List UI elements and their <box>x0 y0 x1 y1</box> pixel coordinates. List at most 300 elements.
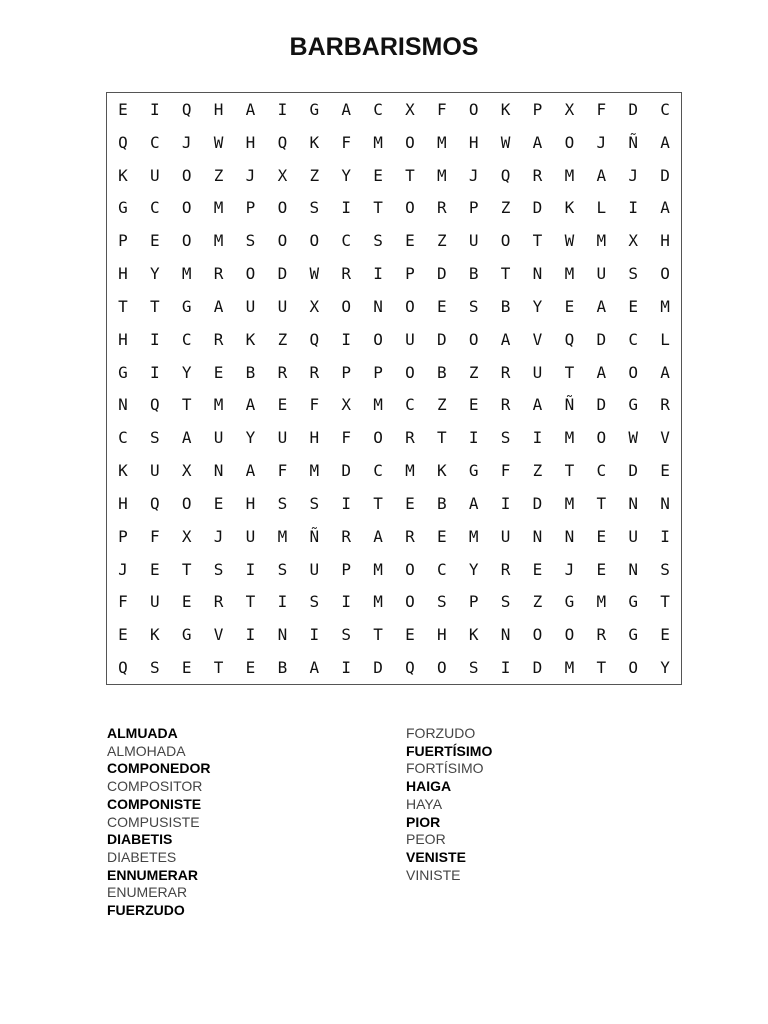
grid-cell[interactable]: O <box>309 231 320 251</box>
grid-cell[interactable]: D <box>532 658 543 678</box>
grid-cell[interactable]: E <box>564 296 575 316</box>
grid-cell[interactable]: P <box>468 592 479 612</box>
grid-cell[interactable]: K <box>437 461 447 481</box>
grid-cell[interactable]: L <box>596 198 607 218</box>
grid-cell[interactable]: I <box>532 428 543 448</box>
grid-cell[interactable]: U <box>628 526 638 546</box>
grid-cell[interactable]: O <box>437 658 447 678</box>
grid-cell[interactable]: S <box>500 592 511 612</box>
grid-cell[interactable]: Z <box>437 231 447 251</box>
grid-cell[interactable]: F <box>118 592 128 612</box>
grid-cell[interactable]: K <box>564 198 575 218</box>
grid-cell[interactable]: Q <box>150 493 160 513</box>
grid-cell[interactable]: C <box>596 461 607 481</box>
grid-cell[interactable]: F <box>437 99 447 119</box>
grid-cell[interactable]: E <box>118 99 128 119</box>
grid-cell[interactable]: X <box>405 99 415 119</box>
grid-cell[interactable]: G <box>628 592 638 612</box>
grid-cell[interactable]: D <box>660 165 670 185</box>
grid-cell[interactable]: T <box>437 428 447 448</box>
grid-cell[interactable]: M <box>277 526 288 546</box>
grid-cell[interactable]: K <box>500 99 511 119</box>
grid-cell[interactable]: N <box>500 625 511 645</box>
grid-cell[interactable]: C <box>660 99 670 119</box>
grid-cell[interactable]: H <box>245 132 256 152</box>
grid-cell[interactable]: X <box>628 231 638 251</box>
grid-cell[interactable]: H <box>245 493 256 513</box>
grid-cell[interactable]: E <box>405 625 415 645</box>
grid-cell[interactable]: O <box>405 296 415 316</box>
grid-cell[interactable]: Y <box>245 428 256 448</box>
grid-cell[interactable]: Z <box>277 329 288 349</box>
grid-cell[interactable]: I <box>309 625 320 645</box>
grid-cell[interactable]: G <box>181 296 192 316</box>
grid-cell[interactable]: N <box>373 296 383 316</box>
grid-cell[interactable]: W <box>628 428 638 448</box>
grid-cell[interactable]: N <box>628 559 638 579</box>
grid-cell[interactable]: I <box>341 493 351 513</box>
grid-cell[interactable]: A <box>532 132 543 152</box>
grid-cell[interactable]: O <box>405 132 415 152</box>
grid-cell[interactable]: U <box>468 231 479 251</box>
grid-cell[interactable]: Q <box>405 658 415 678</box>
grid-cell[interactable]: R <box>500 559 511 579</box>
grid-cell[interactable]: O <box>660 264 670 284</box>
grid-cell[interactable]: T <box>181 395 192 415</box>
grid-cell[interactable]: U <box>150 592 160 612</box>
grid-cell[interactable]: S <box>468 296 479 316</box>
grid-cell[interactable]: D <box>532 493 543 513</box>
grid-cell[interactable]: Y <box>468 559 479 579</box>
grid-cell[interactable]: Y <box>341 165 351 185</box>
grid-cell[interactable]: P <box>468 198 479 218</box>
grid-cell[interactable]: M <box>213 395 224 415</box>
grid-cell[interactable]: S <box>309 592 320 612</box>
grid-cell[interactable]: E <box>596 526 607 546</box>
grid-cell[interactable]: A <box>468 493 479 513</box>
grid-cell[interactable]: H <box>213 99 224 119</box>
grid-cell[interactable]: U <box>150 165 160 185</box>
grid-cell[interactable]: P <box>118 526 128 546</box>
grid-cell[interactable]: G <box>118 362 128 382</box>
grid-cell[interactable]: A <box>660 198 670 218</box>
grid-cell[interactable]: G <box>628 625 638 645</box>
grid-cell[interactable]: A <box>532 395 543 415</box>
grid-cell[interactable]: A <box>500 329 511 349</box>
grid-cell[interactable]: R <box>277 362 288 382</box>
grid-cell[interactable]: B <box>277 658 288 678</box>
grid-cell[interactable]: B <box>468 264 479 284</box>
grid-cell[interactable]: P <box>118 231 128 251</box>
grid-cell[interactable]: J <box>181 132 192 152</box>
grid-cell[interactable]: H <box>118 329 128 349</box>
grid-cell[interactable]: U <box>277 428 288 448</box>
grid-cell[interactable]: A <box>245 395 256 415</box>
grid-cell[interactable]: J <box>468 165 479 185</box>
grid-cell[interactable]: O <box>596 428 607 448</box>
grid-cell[interactable]: A <box>660 132 670 152</box>
grid-cell[interactable]: B <box>500 296 511 316</box>
grid-cell[interactable]: D <box>341 461 351 481</box>
grid-cell[interactable]: S <box>277 559 288 579</box>
grid-cell[interactable]: I <box>373 264 383 284</box>
grid-cell[interactable]: U <box>596 264 607 284</box>
grid-cell[interactable]: O <box>500 231 511 251</box>
grid-cell[interactable]: R <box>532 165 543 185</box>
grid-cell[interactable]: D <box>277 264 288 284</box>
grid-cell[interactable]: J <box>213 526 224 546</box>
grid-cell[interactable]: Y <box>150 264 160 284</box>
grid-cell[interactable]: S <box>468 658 479 678</box>
grid-cell[interactable]: I <box>341 329 351 349</box>
grid-cell[interactable]: I <box>468 428 479 448</box>
grid-cell[interactable]: G <box>564 592 575 612</box>
grid-cell[interactable]: K <box>309 132 320 152</box>
grid-cell[interactable]: O <box>181 493 192 513</box>
grid-cell[interactable]: O <box>373 329 383 349</box>
grid-cell[interactable]: T <box>181 559 192 579</box>
grid-cell[interactable]: I <box>341 658 351 678</box>
grid-cell[interactable]: O <box>468 329 479 349</box>
grid-cell[interactable]: E <box>596 559 607 579</box>
grid-cell[interactable]: O <box>341 296 351 316</box>
grid-cell[interactable]: X <box>564 99 575 119</box>
grid-cell[interactable]: G <box>468 461 479 481</box>
grid-cell[interactable]: A <box>341 99 351 119</box>
grid-cell[interactable]: M <box>373 559 383 579</box>
grid-cell[interactable]: Z <box>309 165 320 185</box>
grid-cell[interactable]: I <box>277 99 288 119</box>
grid-cell[interactable]: N <box>628 493 638 513</box>
grid-cell[interactable]: O <box>245 264 256 284</box>
grid-cell[interactable]: S <box>309 198 320 218</box>
grid-cell[interactable]: O <box>628 362 638 382</box>
grid-cell[interactable]: K <box>118 165 128 185</box>
grid-cell[interactable]: J <box>596 132 607 152</box>
grid-cell[interactable]: K <box>150 625 160 645</box>
grid-cell[interactable]: I <box>341 198 351 218</box>
grid-cell[interactable]: K <box>118 461 128 481</box>
grid-cell[interactable]: A <box>245 99 256 119</box>
grid-cell[interactable]: Ñ <box>564 395 575 415</box>
grid-cell[interactable]: O <box>564 132 575 152</box>
grid-cell[interactable]: M <box>213 198 224 218</box>
grid-cell[interactable]: A <box>596 165 607 185</box>
grid-cell[interactable]: T <box>500 264 511 284</box>
grid-cell[interactable]: T <box>596 493 607 513</box>
grid-cell[interactable]: F <box>277 461 288 481</box>
grid-cell[interactable]: M <box>213 231 224 251</box>
grid-cell[interactable]: V <box>660 428 670 448</box>
grid-cell[interactable]: H <box>437 625 447 645</box>
grid-cell[interactable]: Q <box>181 99 192 119</box>
grid-cell[interactable]: M <box>564 493 575 513</box>
grid-cell[interactable]: X <box>341 395 351 415</box>
grid-cell[interactable]: V <box>213 625 224 645</box>
grid-cell[interactable]: H <box>468 132 479 152</box>
grid-cell[interactable]: Z <box>500 198 511 218</box>
grid-cell[interactable]: T <box>405 165 415 185</box>
grid-cell[interactable]: E <box>468 395 479 415</box>
grid-cell[interactable]: F <box>596 99 607 119</box>
grid-cell[interactable]: F <box>341 132 351 152</box>
grid-cell[interactable]: T <box>532 231 543 251</box>
grid-cell[interactable]: E <box>660 625 670 645</box>
grid-cell[interactable]: R <box>405 526 415 546</box>
grid-cell[interactable]: E <box>213 362 224 382</box>
grid-cell[interactable]: I <box>628 198 638 218</box>
grid-cell[interactable]: D <box>596 395 607 415</box>
grid-cell[interactable]: U <box>245 526 256 546</box>
grid-cell[interactable]: M <box>373 132 383 152</box>
grid-cell[interactable]: I <box>150 362 160 382</box>
grid-cell[interactable]: R <box>596 625 607 645</box>
grid-cell[interactable]: C <box>373 99 383 119</box>
grid-cell[interactable]: Q <box>150 395 160 415</box>
grid-cell[interactable]: H <box>309 428 320 448</box>
grid-cell[interactable]: F <box>341 428 351 448</box>
grid-cell[interactable]: O <box>405 362 415 382</box>
grid-cell[interactable]: P <box>373 362 383 382</box>
grid-cell[interactable]: W <box>564 231 575 251</box>
grid-cell[interactable]: R <box>309 362 320 382</box>
grid-cell[interactable]: K <box>245 329 256 349</box>
grid-cell[interactable]: X <box>309 296 320 316</box>
grid-cell[interactable]: O <box>564 625 575 645</box>
grid-cell[interactable]: E <box>532 559 543 579</box>
grid-cell[interactable]: Y <box>660 658 670 678</box>
grid-cell[interactable]: O <box>277 231 288 251</box>
grid-cell[interactable]: H <box>660 231 670 251</box>
grid-cell[interactable]: G <box>118 198 128 218</box>
grid-cell[interactable]: O <box>181 198 192 218</box>
grid-cell[interactable]: B <box>437 362 447 382</box>
grid-cell[interactable]: I <box>245 559 256 579</box>
grid-cell[interactable]: R <box>660 395 670 415</box>
grid-cell[interactable]: M <box>373 395 383 415</box>
grid-cell[interactable]: F <box>150 526 160 546</box>
grid-cell[interactable]: Q <box>500 165 511 185</box>
grid-cell[interactable]: M <box>596 231 607 251</box>
grid-cell[interactable]: D <box>628 461 638 481</box>
grid-cell[interactable]: M <box>373 592 383 612</box>
grid-cell[interactable]: R <box>500 395 511 415</box>
grid-cell[interactable]: X <box>277 165 288 185</box>
grid-cell[interactable]: O <box>181 231 192 251</box>
grid-cell[interactable]: M <box>596 592 607 612</box>
grid-cell[interactable]: Z <box>437 395 447 415</box>
grid-cell[interactable]: Q <box>118 132 128 152</box>
grid-cell[interactable]: C <box>437 559 447 579</box>
grid-cell[interactable]: O <box>405 198 415 218</box>
grid-cell[interactable]: I <box>150 329 160 349</box>
grid-cell[interactable]: R <box>341 526 351 546</box>
grid-cell[interactable]: J <box>564 559 575 579</box>
grid-cell[interactable]: U <box>245 296 256 316</box>
grid-cell[interactable]: A <box>213 296 224 316</box>
grid-cell[interactable]: M <box>564 165 575 185</box>
grid-cell[interactable]: N <box>213 461 224 481</box>
grid-cell[interactable]: M <box>309 461 320 481</box>
grid-cell[interactable]: U <box>150 461 160 481</box>
grid-cell[interactable]: O <box>277 198 288 218</box>
grid-cell[interactable]: W <box>309 264 320 284</box>
grid-cell[interactable]: M <box>564 428 575 448</box>
grid-cell[interactable]: R <box>405 428 415 448</box>
grid-cell[interactable]: A <box>309 658 320 678</box>
grid-cell[interactable]: T <box>596 658 607 678</box>
grid-cell[interactable]: Z <box>532 592 543 612</box>
grid-cell[interactable]: E <box>660 461 670 481</box>
grid-cell[interactable]: F <box>309 395 320 415</box>
grid-cell[interactable]: M <box>660 296 670 316</box>
grid-cell[interactable]: V <box>532 329 543 349</box>
grid-cell[interactable]: C <box>373 461 383 481</box>
grid-cell[interactable]: H <box>118 264 128 284</box>
grid-cell[interactable]: S <box>660 559 670 579</box>
grid-cell[interactable]: Ñ <box>309 526 320 546</box>
grid-cell[interactable]: Y <box>532 296 543 316</box>
grid-cell[interactable]: D <box>437 264 447 284</box>
grid-cell[interactable]: M <box>405 461 415 481</box>
grid-cell[interactable]: S <box>150 658 160 678</box>
grid-cell[interactable]: M <box>564 264 575 284</box>
grid-cell[interactable]: Q <box>564 329 575 349</box>
grid-cell[interactable]: J <box>245 165 256 185</box>
grid-cell[interactable]: S <box>628 264 638 284</box>
grid-cell[interactable]: C <box>341 231 351 251</box>
grid-cell[interactable]: Z <box>468 362 479 382</box>
grid-cell[interactable]: S <box>500 428 511 448</box>
grid-cell[interactable]: C <box>150 198 160 218</box>
grid-cell[interactable]: R <box>213 592 224 612</box>
grid-cell[interactable]: X <box>181 526 192 546</box>
grid-cell[interactable]: N <box>564 526 575 546</box>
grid-cell[interactable]: O <box>532 625 543 645</box>
grid-cell[interactable]: S <box>213 559 224 579</box>
grid-cell[interactable]: Z <box>213 165 224 185</box>
grid-cell[interactable]: C <box>628 329 638 349</box>
grid-cell[interactable]: C <box>181 329 192 349</box>
grid-cell[interactable]: T <box>213 658 224 678</box>
grid-cell[interactable]: E <box>181 592 192 612</box>
grid-cell[interactable]: S <box>309 493 320 513</box>
grid-cell[interactable]: T <box>564 362 575 382</box>
grid-cell[interactable]: I <box>150 99 160 119</box>
grid-cell[interactable]: E <box>150 231 160 251</box>
grid-cell[interactable]: D <box>596 329 607 349</box>
grid-cell[interactable]: Z <box>532 461 543 481</box>
grid-cell[interactable]: C <box>405 395 415 415</box>
grid-cell[interactable]: I <box>500 658 511 678</box>
grid-cell[interactable]: R <box>213 329 224 349</box>
grid-cell[interactable]: A <box>660 362 670 382</box>
grid-cell[interactable]: S <box>150 428 160 448</box>
grid-cell[interactable]: N <box>532 264 543 284</box>
grid-cell[interactable]: K <box>468 625 479 645</box>
grid-cell[interactable]: G <box>628 395 638 415</box>
grid-cell[interactable]: P <box>405 264 415 284</box>
grid-cell[interactable]: P <box>245 198 256 218</box>
grid-cell[interactable]: E <box>181 658 192 678</box>
grid-cell[interactable]: Q <box>118 658 128 678</box>
grid-cell[interactable]: E <box>118 625 128 645</box>
grid-cell[interactable]: M <box>468 526 479 546</box>
grid-cell[interactable]: T <box>373 198 383 218</box>
grid-cell[interactable]: S <box>373 231 383 251</box>
grid-cell[interactable]: H <box>118 493 128 513</box>
grid-cell[interactable]: W <box>213 132 224 152</box>
grid-cell[interactable]: U <box>500 526 511 546</box>
grid-cell[interactable]: T <box>373 493 383 513</box>
grid-cell[interactable]: X <box>181 461 192 481</box>
grid-cell[interactable]: O <box>405 559 415 579</box>
grid-cell[interactable]: D <box>532 198 543 218</box>
grid-cell[interactable]: S <box>437 592 447 612</box>
grid-cell[interactable]: E <box>277 395 288 415</box>
grid-cell[interactable]: P <box>532 99 543 119</box>
grid-cell[interactable]: U <box>309 559 320 579</box>
grid-cell[interactable]: J <box>628 165 638 185</box>
grid-cell[interactable]: S <box>277 493 288 513</box>
grid-cell[interactable]: W <box>500 132 511 152</box>
grid-cell[interactable]: A <box>596 362 607 382</box>
grid-cell[interactable]: G <box>309 99 320 119</box>
grid-cell[interactable]: E <box>405 231 415 251</box>
grid-cell[interactable]: E <box>373 165 383 185</box>
grid-cell[interactable]: R <box>341 264 351 284</box>
grid-cell[interactable]: B <box>245 362 256 382</box>
grid-cell[interactable]: F <box>500 461 511 481</box>
grid-cell[interactable]: T <box>150 296 160 316</box>
grid-cell[interactable]: L <box>660 329 670 349</box>
grid-cell[interactable]: D <box>373 658 383 678</box>
grid-cell[interactable]: U <box>277 296 288 316</box>
grid-cell[interactable]: I <box>277 592 288 612</box>
grid-cell[interactable]: E <box>245 658 256 678</box>
grid-cell[interactable]: Ñ <box>628 132 638 152</box>
grid-cell[interactable]: Q <box>309 329 320 349</box>
grid-cell[interactable]: T <box>373 625 383 645</box>
grid-cell[interactable]: C <box>118 428 128 448</box>
grid-cell[interactable]: E <box>628 296 638 316</box>
grid-cell[interactable]: E <box>150 559 160 579</box>
grid-cell[interactable]: O <box>405 592 415 612</box>
grid-cell[interactable]: R <box>500 362 511 382</box>
grid-cell[interactable]: D <box>437 329 447 349</box>
grid-cell[interactable]: A <box>181 428 192 448</box>
grid-cell[interactable]: O <box>373 428 383 448</box>
grid-cell[interactable]: P <box>341 559 351 579</box>
grid-cell[interactable]: M <box>181 264 192 284</box>
grid-cell[interactable]: O <box>181 165 192 185</box>
grid-cell[interactable]: E <box>437 526 447 546</box>
grid-cell[interactable]: T <box>564 461 575 481</box>
grid-cell[interactable]: O <box>628 658 638 678</box>
grid-cell[interactable]: I <box>660 526 670 546</box>
grid-cell[interactable]: O <box>468 99 479 119</box>
grid-cell[interactable]: I <box>500 493 511 513</box>
grid-cell[interactable]: Y <box>181 362 192 382</box>
grid-cell[interactable]: N <box>660 493 670 513</box>
grid-cell[interactable]: I <box>341 592 351 612</box>
grid-cell[interactable]: R <box>437 198 447 218</box>
grid-cell[interactable]: E <box>405 493 415 513</box>
grid-cell[interactable]: J <box>118 559 128 579</box>
grid-cell[interactable]: M <box>437 132 447 152</box>
grid-cell[interactable]: R <box>213 264 224 284</box>
grid-cell[interactable]: A <box>373 526 383 546</box>
